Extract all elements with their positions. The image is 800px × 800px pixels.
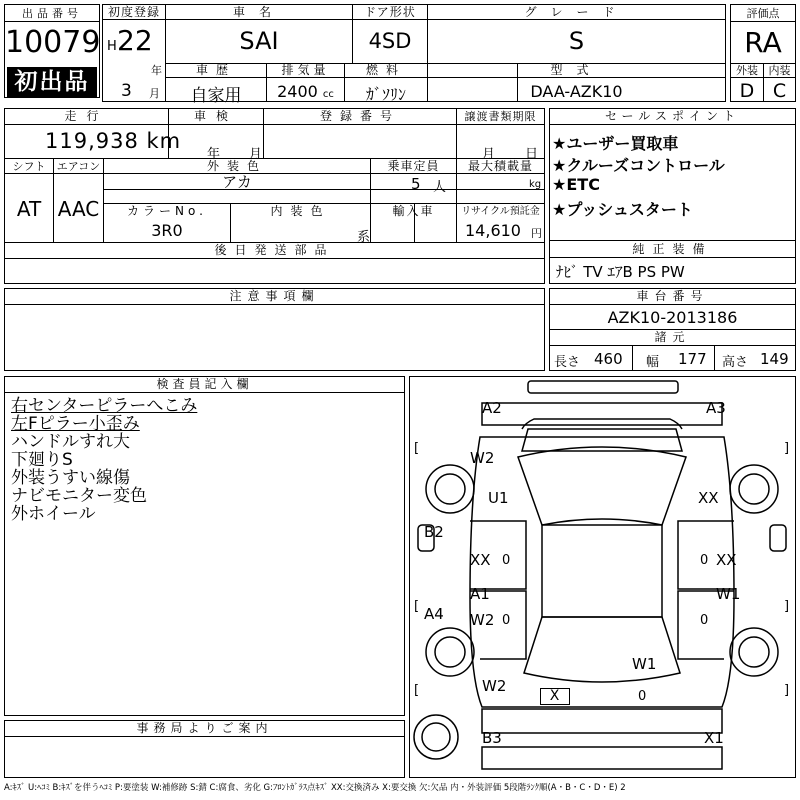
displacement — [267, 82, 344, 101]
ext-color: アカ — [222, 173, 252, 191]
legend: A:ｷｽﾞ U:ﾍｺﾐ B:ｷｽﾞを伴うﾍｺﾐ P:要塗装 W:補修跡 S:錆 C:腐食、劣化 G:ﾌﾛﾝﾄｶﾞﾗｽ点ｷｽﾞ XX:交換済み X:要交換 欠:欠品 内・外装評価 5段階ﾗﾝｸ順(A・B・C・D・E) 2 — [4, 783, 626, 793]
equipment-box — [549, 241, 796, 284]
inspector-label: 検査員記入欄 — [156, 377, 253, 391]
grade: S — [568, 27, 585, 55]
grade-label: グレード — [524, 5, 629, 19]
mark-a3: A3 — [706, 399, 726, 417]
shift-label: シフト — [12, 160, 46, 173]
width: 177 — [678, 350, 707, 368]
spec-table — [4, 108, 545, 284]
mark-b3: B3 — [482, 729, 502, 747]
mark-xx-right: XX — [698, 489, 719, 507]
mark-xx-right-mid: XX — [716, 551, 737, 569]
mark-bracket-l1: [ — [414, 441, 420, 456]
score-box — [730, 4, 796, 102]
length: 460 — [594, 350, 623, 368]
first-time-badge-text: 初出品 — [14, 69, 90, 95]
recycle-label: リサイクル預託金 — [461, 206, 540, 217]
color-no-label: カラーNo. — [127, 204, 207, 218]
transfer-day-unit: 日 — [525, 147, 539, 162]
inspector-lines — [11, 397, 401, 523]
mark-a1: A1 — [470, 585, 490, 603]
car-name: SAI — [239, 27, 279, 55]
transfer-label: 譲渡書類期限 — [464, 110, 537, 123]
first-reg-year: 22 — [117, 24, 153, 57]
mark-bracket-r3: ] — [784, 683, 790, 698]
equipment-value: ﾅﾋﾞ TV ｴｱB PS PW — [556, 263, 685, 281]
lot-number-box — [4, 4, 100, 98]
first-time-badge — [7, 67, 97, 97]
mark-bracket-r1: ] — [784, 441, 790, 456]
header-table — [102, 4, 726, 106]
mark-w2-bottom: W2 — [482, 677, 507, 695]
score: RA — [744, 26, 782, 59]
chassis-label: 車台番号 — [636, 289, 709, 303]
inspector-box — [4, 376, 405, 716]
inspector-line-7: 外ホイール — [11, 504, 96, 524]
dims-label: 諸元 — [654, 330, 691, 344]
mark-u1: U1 — [488, 489, 509, 507]
mark-a4: A4 — [424, 605, 444, 623]
mark-zero-5: 0 — [638, 689, 647, 704]
mark-bracket-r2: ] — [784, 599, 790, 614]
import-label: 輸入車 — [392, 204, 435, 218]
mark-zero-3: 0 — [502, 613, 511, 628]
ext-grade: D — [739, 80, 755, 102]
color-no: 3R0 — [151, 221, 183, 240]
notes-label: 注意事項欄 — [229, 289, 320, 303]
inspector-line-6: ナビモニター変色 — [11, 486, 147, 506]
length-label: 長さ — [554, 355, 581, 370]
inspection-label: 車検 — [193, 109, 238, 123]
inspection-month-unit: 月 — [249, 147, 263, 162]
office-label: 事務局よりご案内 — [136, 721, 273, 735]
width-label: 幅 — [646, 355, 660, 370]
recycle-unit: 円 — [531, 227, 542, 240]
year-unit: 年 — [151, 64, 162, 77]
sales-point-3: ★ETC — [552, 175, 600, 194]
mark-a2: A2 — [482, 399, 502, 417]
inspector-line-3: ハンドルすれ大 — [11, 432, 130, 452]
inspector-line-4: 下廻りS — [11, 450, 73, 470]
car-name-label: 車名 — [232, 5, 285, 19]
height-label: 高さ — [722, 355, 749, 370]
mark-bracket-l3: [ — [414, 683, 420, 698]
mileage: 119,938 km — [45, 129, 182, 153]
fuel: ｶﾞｿﾘﾝ — [365, 85, 406, 104]
mark-w2-left: W2 — [470, 611, 495, 629]
later-parts-label: 後日発送部品 — [214, 243, 335, 257]
sales-points-box — [549, 108, 796, 241]
transfer-month-unit: 月 — [482, 147, 496, 162]
month-unit: 月 — [149, 87, 160, 100]
door: 4SD — [368, 29, 412, 53]
era: H — [107, 39, 117, 54]
header-section — [4, 4, 796, 106]
lot-number: 10079 — [5, 25, 101, 60]
chassis-number: AZK10-2013186 — [607, 308, 738, 327]
load-label: 最大積載量 — [467, 159, 533, 173]
sales-point-4: ★プッシュスタート — [552, 200, 693, 219]
mark-b2: B2 — [424, 523, 444, 541]
equipment-label: 純正装備 — [632, 242, 713, 256]
regno-label: 登録番号 — [319, 109, 400, 123]
displacement-label: 排気量 — [281, 63, 330, 77]
mark-bracket-l2: [ — [414, 599, 420, 614]
lot-number-label: 出品番号 — [22, 7, 82, 20]
history-label: 車歴 — [195, 63, 236, 77]
int-color-unit: 系 — [357, 230, 371, 245]
ac-label: エアコン — [56, 160, 101, 173]
displacement-unit: cc — [322, 89, 334, 100]
int-grade-label: 内装 — [768, 64, 791, 77]
fuel-label: 燃料 — [365, 63, 406, 77]
inspector-line-1: 右センターピラーへこみ — [11, 396, 198, 416]
mileage-label: 走行 — [64, 109, 109, 123]
mark-x-box — [540, 688, 570, 705]
mark-xx-left-mid: XX — [470, 551, 491, 569]
inspector-line-5: 外装うすい線傷 — [11, 468, 130, 488]
mark-zero-4: 0 — [700, 613, 709, 628]
car-diagram-box — [409, 376, 796, 778]
capacity-label: 乗車定員 — [387, 159, 440, 173]
sales-point-1: ★ユーザー買取車 — [552, 134, 679, 153]
inspector-line-2: 左Fピラー小歪み — [11, 414, 140, 434]
chassis-box — [549, 288, 796, 371]
mark-w1-bottom: W1 — [632, 655, 657, 673]
mark-w2-top: W2 — [470, 449, 495, 467]
door-label: ドア形状 — [364, 5, 416, 19]
history: 自家用 — [190, 86, 242, 106]
sales-points-label: セールスポイント — [605, 109, 740, 123]
mark-x-bottom: X — [549, 688, 560, 704]
ext-color-label: 外装色 — [206, 159, 267, 173]
load-unit: kg — [529, 179, 542, 190]
ac: AAC — [57, 197, 100, 221]
office-box — [4, 720, 405, 778]
int-grade: C — [772, 80, 787, 102]
mark-x1: X1 — [704, 729, 724, 747]
score-label: 評価点 — [746, 7, 780, 20]
mark-zero-2: 0 — [700, 553, 709, 568]
ext-grade-label: 外装 — [736, 64, 758, 77]
shift: AT — [16, 197, 42, 221]
height: 149 — [760, 350, 789, 368]
recycle: 14,610 — [465, 221, 521, 240]
capacity: 5 — [411, 175, 421, 193]
model: DAA-AZK10 — [530, 82, 623, 101]
capacity-unit: 人 — [433, 180, 447, 195]
displacement-value: 2400 — [277, 82, 318, 101]
sales-point-2: ★クルーズコントロール — [552, 156, 725, 175]
inspection-year-unit: 年 — [207, 147, 221, 162]
first-reg-label: 初度登録 — [107, 5, 160, 19]
car-diagram — [410, 377, 795, 777]
int-color-label: 内装色 — [270, 204, 331, 218]
model-label: 型式 — [550, 63, 603, 77]
mark-w1-right: W1 — [716, 585, 741, 603]
notes-box — [4, 288, 545, 371]
first-reg-month: 3 — [121, 81, 132, 101]
mark-zero-1: 0 — [502, 553, 511, 568]
